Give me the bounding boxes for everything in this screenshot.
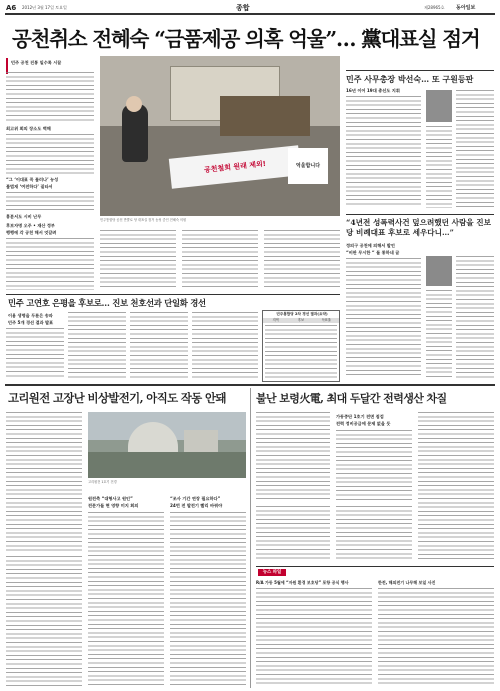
br-body-1	[256, 412, 330, 502]
plant-ground	[88, 452, 246, 478]
mid-body-1	[6, 328, 64, 378]
quote-sub-head: 정의구 공천에 의해서 발언	[346, 243, 395, 248]
table-header-candidate: 후보	[297, 318, 305, 322]
table-header-region: 지역	[272, 318, 279, 322]
mid-sub-2: 민주 5개 경선 결과 발표	[8, 320, 54, 325]
paper-name: 동아일보	[456, 5, 476, 11]
bl-body-4	[6, 556, 82, 687]
side-head-2: 최고위 회의 장소도 벽해	[6, 126, 51, 131]
body-text-2	[6, 134, 94, 174]
bl-sub-2: 전문가들 현 영향 미지 회의	[88, 503, 139, 508]
page-number: A6	[6, 4, 17, 12]
body-text-7	[264, 230, 340, 290]
right-headline: 민주 사무총장 박선숙… 또 구원등판	[346, 74, 474, 84]
right-dateline: 16년 이어 19대 총선도 지휘	[346, 88, 400, 93]
news-box-1-title: R/A 가동 5월에 “자원 환경 보호당” 포항 공식 행사	[256, 580, 349, 585]
column-divider	[250, 388, 251, 688]
photo-caption: 민주통합당 공천 반발로 당 대표실 점거 농성 중인 전혜숙 의원	[100, 218, 187, 222]
br-body-2	[336, 430, 412, 502]
mid-headline: 민주 고연호 은평을 후보로… 진보 천호선과 단일화 경선	[8, 298, 206, 308]
table-header-rate: 득표율	[321, 318, 331, 322]
edition-number: 제28965호	[424, 5, 445, 10]
bl-sub-1: 원전측 “대형사고 원인”	[88, 496, 133, 501]
bottom-left-headline: 고리원전 고장난 비상발전기, 아직도 작동 안돼	[8, 391, 226, 405]
quote-rule	[346, 214, 494, 215]
news-box-2-title: 한전, 해외전기 나무해 보일 사진	[378, 580, 436, 585]
right-rule	[346, 70, 494, 71]
photo-sofa	[220, 96, 310, 136]
photo-banner: 공천철회 원래 제외!	[169, 145, 301, 188]
section-name: 종합	[236, 4, 250, 12]
portrait-photo	[426, 90, 452, 122]
bl-sub-3: “조사 기간 연장 필요하다”	[170, 496, 221, 501]
mid-rule	[6, 294, 340, 295]
quote-body-2	[456, 256, 494, 378]
side-head-3: “그 ‘이대표 꼭 물러나’ 농성	[6, 177, 59, 182]
bottom-right-headline: 불난 보령火電, 최대 두달간 전력생산 차질	[256, 392, 447, 405]
br-body-4	[256, 506, 330, 562]
right-body-1	[346, 96, 421, 208]
side-head-7: 행행에 각 공천 해서 엇갈려	[6, 230, 57, 235]
top-headline: 공천취소 전혜숙 “금품제공 의혹 억울”… 黨대표실 점거	[12, 27, 480, 51]
news-rule	[256, 566, 494, 567]
br-body-5	[336, 506, 412, 562]
body-text-3	[6, 192, 94, 212]
section-rule	[5, 384, 495, 386]
br-sub-2: 전력 정비공급에 문제 없을 듯	[336, 421, 391, 426]
quote-body-1	[346, 258, 421, 378]
bl-sub-4: 24번 전 발전기 빨리 바꿔야	[170, 503, 223, 508]
side-head-1: 민주 공천 진통 일수록 시끌	[11, 60, 62, 65]
br-sub-1: 가동중단 1호기 전면 점검	[336, 414, 384, 419]
bl-body-3	[170, 512, 246, 687]
br-body-3	[418, 412, 494, 562]
quote-body-3	[426, 290, 452, 378]
table-title: 민주통합당 2차 경선 결과(요약)	[276, 312, 328, 316]
body-text-5	[100, 230, 176, 290]
mid-body-4	[192, 312, 258, 378]
header-rule	[5, 13, 495, 15]
body-text-6	[182, 230, 258, 290]
plant-building	[184, 430, 218, 452]
right-body-3	[426, 126, 452, 208]
table-rows	[265, 325, 337, 380]
photo-person-head	[126, 96, 142, 112]
side-head-6: 후보자명 오주 • 재산 정부	[6, 223, 55, 228]
table-header-row	[263, 318, 339, 323]
body-text-4	[6, 238, 94, 290]
mid-body-3	[130, 312, 188, 378]
plant-photo	[88, 412, 246, 478]
bl-body-1	[6, 412, 82, 552]
mid-sub-1: 이용 생명을 두룬은 송파	[8, 313, 53, 318]
news-box-2-body	[378, 588, 494, 687]
right-body-2	[456, 90, 494, 208]
top-photo	[100, 56, 340, 216]
body-text-1	[6, 72, 94, 122]
side-head-4: 불법재 ‘여전하다’ 질타서	[6, 184, 53, 189]
results-table	[262, 310, 340, 382]
quote-sub-head-2: “비판 무시한 “ 돌 통하네 글	[346, 250, 400, 255]
plant-photo-caption: 고리원전 1호기 전경	[88, 480, 117, 484]
side-head-5: 흥분서도 시비 난무	[6, 214, 42, 219]
quote-portrait	[426, 256, 452, 286]
mid-body-2	[68, 312, 126, 378]
quote-text: “4년전 성폭력사건 덮으려했던 사람을 진보당 비례대표 후보로 세우다니…”	[346, 218, 491, 237]
photo-person	[122, 104, 148, 162]
issue-date: 2012년 3월 17일 토요일	[22, 5, 67, 10]
news-box-1-body	[256, 588, 372, 687]
photo-sign: 억울합니다	[288, 148, 328, 184]
news-file-label: 뉴스 파일	[258, 569, 286, 576]
bl-body-2	[88, 512, 164, 687]
